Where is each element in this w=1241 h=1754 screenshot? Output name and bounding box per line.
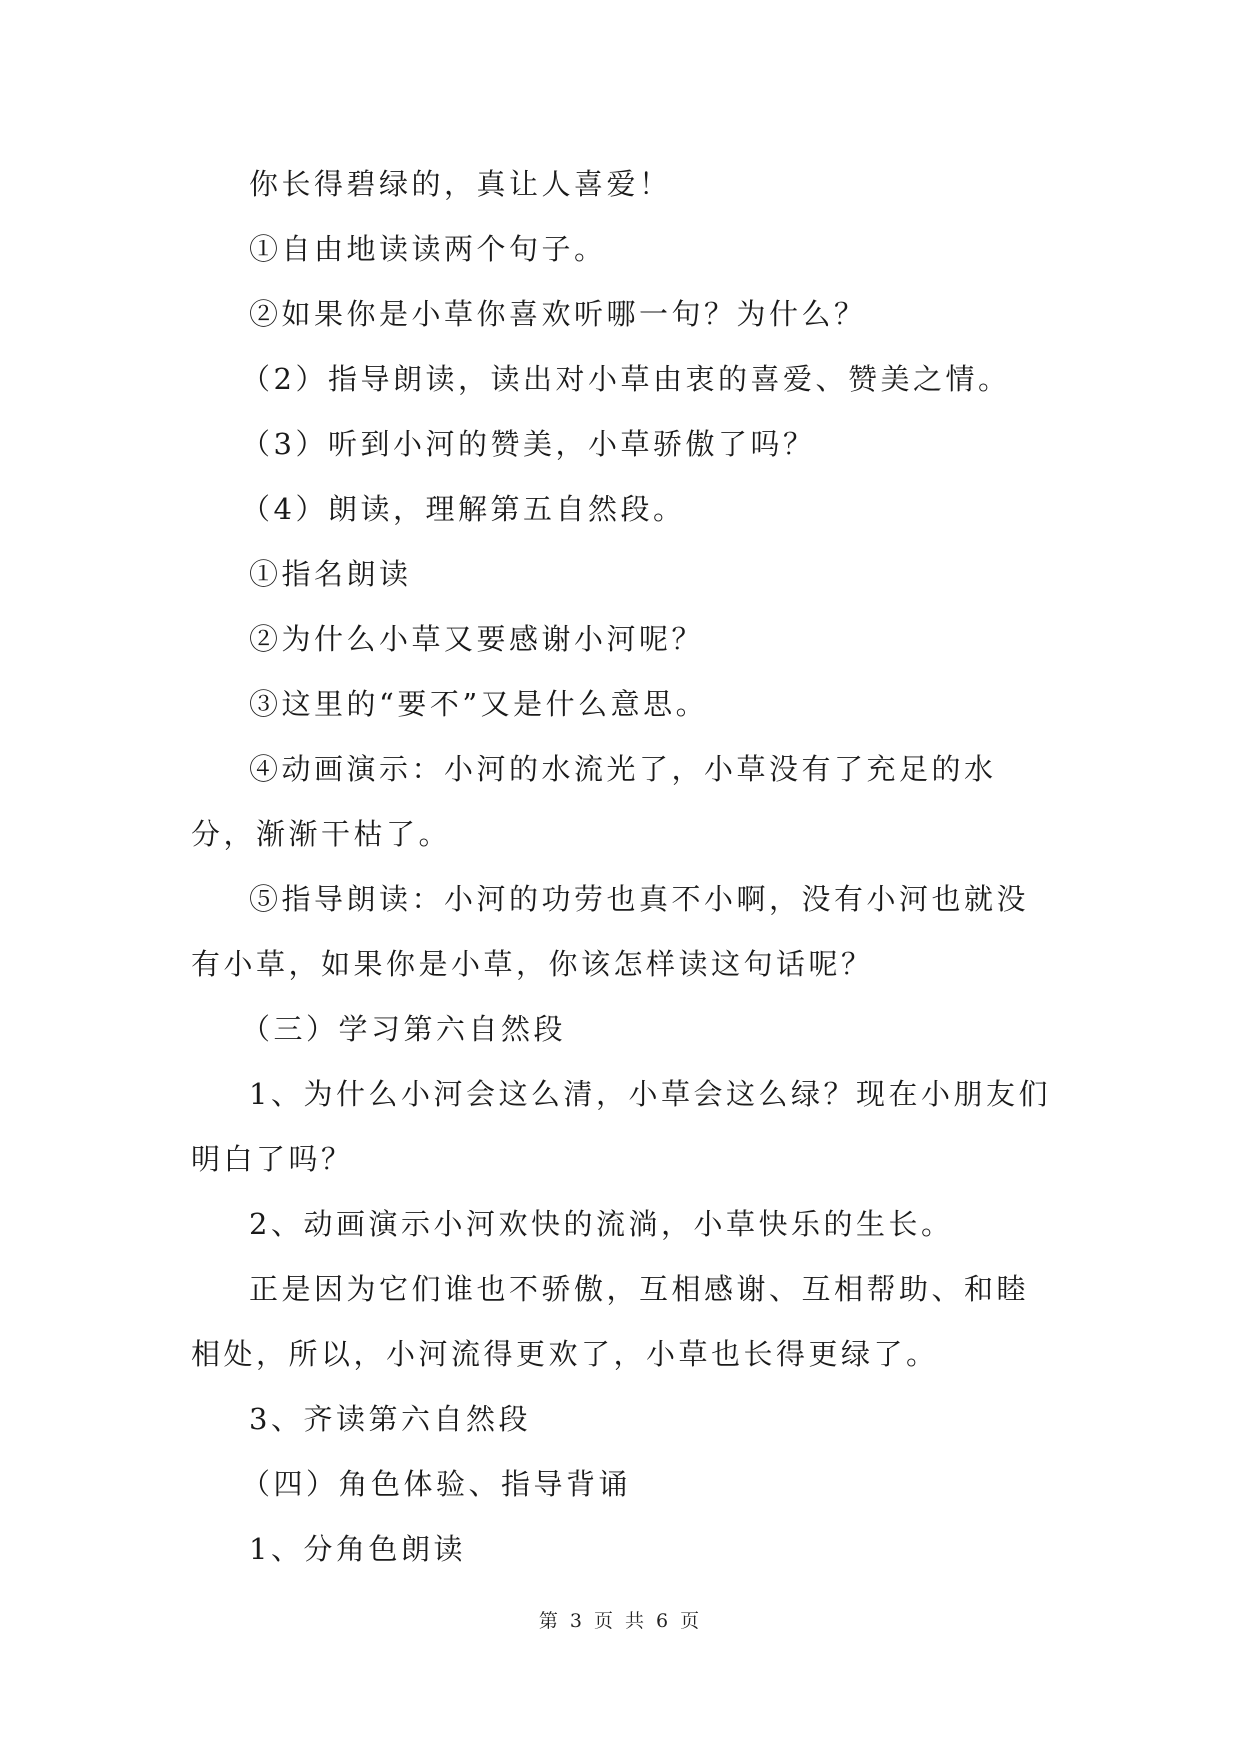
paragraph: 你长得碧绿的，真让人喜爱！: [249, 167, 672, 201]
paragraph: 正是因为它们谁也不骄傲，互相感谢、互相帮助、和睦相处，所以，小河流得更欢了，小草也长得更绿了。: [191, 1272, 1030, 1371]
paragraph: ②为什么小草又要感谢小河呢？: [249, 622, 705, 656]
paragraph: ②如果你是小草你喜欢听哪一句？为什么？: [249, 297, 867, 331]
paragraph: ④动画演示：小河的水流光了，小草没有了充足的水分，渐渐干枯了。: [191, 752, 997, 851]
paragraph: （3）听到小河的赞美，小草骄傲了吗？: [241, 427, 816, 461]
paragraph: （2）指导朗读，读出对小草由衷的喜爱、赞美之情。: [241, 362, 1011, 396]
paragraph: （4）朗读，理解第五自然段。: [241, 492, 686, 526]
paragraph: ①指名朗读: [249, 557, 412, 591]
paragraph: 1、为什么小河会这么清，小草会这么绿？现在小朋友们明白了吗？: [191, 1077, 1051, 1176]
page-number-footer: 第 3 页 共 6 页: [538, 1610, 703, 1632]
paragraph: 3、齐读第六自然段: [249, 1402, 531, 1436]
paragraph: 1、分角色朗读: [249, 1532, 466, 1566]
document-body: [191, 152, 1061, 1582]
paragraph: ⑤指导朗读：小河的功劳也真不小啊，没有小河也就没有小草，如果你是小草，你该怎样读这句话呢？: [191, 882, 1030, 981]
paragraph: ③这里的“要不”又是什么意思。: [249, 687, 709, 721]
section-heading: （四）角色体验、指导背诵: [241, 1467, 632, 1501]
paragraph: ①自由地读读两个句子。: [249, 232, 607, 266]
section-heading: （三）学习第六自然段: [241, 1012, 567, 1046]
paragraph: 2、动画演示小河欢快的流淌，小草快乐的生长。: [249, 1207, 954, 1241]
